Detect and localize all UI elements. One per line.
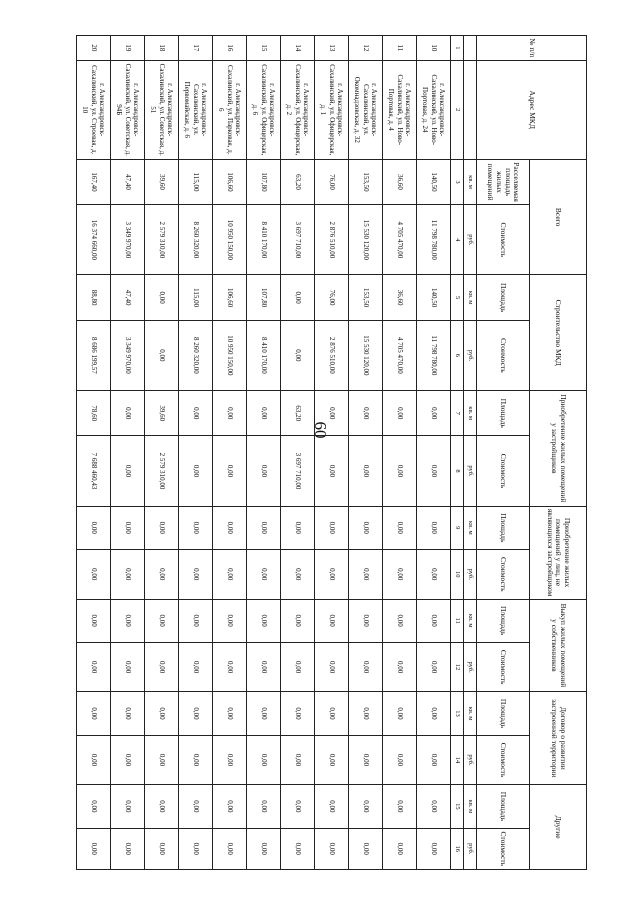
unit-area-cell: кв. м [464,599,477,642]
column-number-cell: 10 [451,549,464,599]
cost-cell: 0,00 [213,735,247,785]
cost-cell: 4 705 470,00 [383,320,417,390]
area-cell: 0,00 [417,391,451,436]
area-cell: 0,00 [111,599,145,642]
area-cell: 0,00 [179,692,213,735]
sub-cost: Стоимость [477,205,530,275]
area-cell: 63,20 [281,391,315,436]
area-cell: 0,00 [383,599,417,642]
row-number-cell: 14 [281,36,315,61]
cost-cell: 0,00 [315,436,349,506]
cost-cell: 2 579 310,00 [145,205,179,275]
sub-cost: Стоимость [477,735,530,785]
address-cell: г. Александровск-Сахалинский, ул. Офицерская, д. 2 [281,60,315,159]
area-cell: 0,00 [417,692,451,735]
area-cell: 0,00 [247,391,281,436]
area-cell: 0,00 [383,391,417,436]
sub-cost: Стоимость [477,828,530,869]
cost-cell: 15 530 120,00 [349,205,383,275]
unit-area-cell: кв. м [464,785,477,828]
cost-cell: 0,00 [315,735,349,785]
area-cell: 0,00 [77,599,111,642]
row-number-cell: 18 [145,36,179,61]
cost-cell: 0,00 [111,828,145,869]
cost-cell: 3 697 710,00 [281,205,315,275]
area-cell: 153,50 [349,275,383,320]
cost-cell: 0,00 [349,549,383,599]
cost-cell: 0,00 [247,642,281,692]
cost-cell: 0,00 [247,735,281,785]
table-row [213,36,247,870]
column-number-cell: 1 [451,36,464,61]
sub-cost: Стоимость [477,320,530,390]
area-cell: 0,00 [315,599,349,642]
cost-cell: 15 530 120,00 [349,320,383,390]
cost-cell: 11 798 780,00 [417,320,451,390]
sub-area: Площадь [477,599,530,642]
area-cell: 0,00 [281,506,315,549]
unit-cost-cell: руб. [464,436,477,506]
cost-cell: 0,00 [247,549,281,599]
unit-area-cell: кв. м [464,275,477,320]
address-cell: г. Александровск-Сахалинский, ул. Ново-Портовая, д. 4 [383,60,417,159]
unit-cost-cell: руб. [464,549,477,599]
cost-cell: 0,00 [315,549,349,599]
address-cell: г. Александровск-Сахалинский, ул. Первомайская, д. 6 [179,60,213,159]
area-cell: 0,00 [417,506,451,549]
column-number-cell: 13 [451,692,464,735]
cost-cell: 0,00 [111,436,145,506]
area-cell: 0,00 [213,506,247,549]
cost-cell: 0,00 [145,320,179,390]
cost-cell: 0,00 [145,642,179,692]
cost-cell: 0,00 [247,828,281,869]
cost-cell: 0,00 [417,549,451,599]
area-cell: 0,00 [111,785,145,828]
sub-area: Площадь [477,785,530,828]
area-cell: 47,40 [111,159,145,204]
cost-cell: 4 705 470,00 [383,205,417,275]
table-row [315,36,349,870]
area-cell: 0,00 [247,785,281,828]
cost-cell: 0,00 [111,549,145,599]
cost-cell: 8 410 170,00 [247,320,281,390]
page-number: 60 [311,421,330,439]
column-number-cell: 4 [451,205,464,275]
address-cell: г. Александровск-Сахалинский, ул. Советская, д. 94Б [111,60,145,159]
sub-area: Площадь [477,692,530,735]
sub-area: Площадь [477,506,530,549]
area-cell: 115,00 [179,275,213,320]
area-cell: 0,00 [145,785,179,828]
area-cell: 0,00 [281,599,315,642]
column-number-cell: 11 [451,599,464,642]
row-number-cell: 19 [111,36,145,61]
cost-cell: 8 260 320,00 [179,205,213,275]
cost-cell: 0,00 [77,642,111,692]
sub-total-area: Расселяемая площадь жилых помещений [477,159,530,204]
cost-cell: 0,00 [281,320,315,390]
area-cell: 63,20 [281,159,315,204]
column-numbers-row [451,36,464,870]
area-cell: 36,60 [383,159,417,204]
area-cell: 0,00 [145,506,179,549]
unit-cost-cell: руб. [464,320,477,390]
area-cell: 39,60 [145,391,179,436]
area-cell: 0,00 [281,785,315,828]
area-cell: 0,00 [349,785,383,828]
area-cell: 0,00 [247,692,281,735]
unit-cost-cell: руб. [464,205,477,275]
cost-cell: 0,00 [111,735,145,785]
area-cell: 0,00 [179,506,213,549]
cost-cell: 0,00 [213,549,247,599]
sub-area: Площадь [477,391,530,436]
cost-cell: 0,00 [349,828,383,869]
area-cell: 0,00 [315,692,349,735]
area-cell: 0,00 [383,692,417,735]
column-number-cell: 3 [451,159,464,204]
cost-cell: 0,00 [213,828,247,869]
table-row [417,36,451,870]
table-row [383,36,417,870]
area-cell: 88,80 [77,275,111,320]
header-group-buyout: Выкуп жилых помещений у собственников [530,599,587,692]
row-number-cell: 10 [417,36,451,61]
area-cell: 167,40 [77,159,111,204]
cost-cell: 0,00 [179,735,213,785]
unit-cost-cell: руб. [464,735,477,785]
area-cell: 106,60 [213,275,247,320]
area-cell: 107,80 [247,159,281,204]
area-cell: 0,00 [383,785,417,828]
row-number-cell: 12 [349,36,383,61]
area-cell: 0,00 [247,506,281,549]
cost-cell: 0,00 [145,735,179,785]
unit-cost-cell: руб. [464,828,477,869]
header-group-other: Другие [530,785,587,870]
cost-cell: 0,00 [247,436,281,506]
area-cell: 0,00 [111,506,145,549]
units-row [464,36,477,870]
address-cell: г. Александровск-Сахалинский, ул. Офицерская, д. 1 [315,60,349,159]
cost-cell: 0,00 [77,735,111,785]
cost-cell: 0,00 [111,642,145,692]
cost-cell: 0,00 [383,828,417,869]
area-cell: 0,00 [77,692,111,735]
cost-cell: 0,00 [417,642,451,692]
cost-cell: 3 697 710,00 [281,436,315,506]
cost-cell: 2 876 510,00 [315,320,349,390]
table-row [111,36,145,870]
header-group-construction: Строительство МКД [530,275,587,391]
cost-cell: 0,00 [179,828,213,869]
column-number-cell: 16 [451,828,464,869]
area-cell: 0,00 [315,506,349,549]
cost-cell: 0,00 [281,642,315,692]
cost-cell: 0,00 [77,828,111,869]
area-cell: 0,00 [417,785,451,828]
area-cell: 0,00 [349,692,383,735]
area-cell: 0,00 [145,692,179,735]
area-cell: 153,50 [349,159,383,204]
area-cell: 0,00 [77,785,111,828]
column-number-cell: 12 [451,642,464,692]
table-body [77,36,451,870]
area-cell: 0,00 [383,506,417,549]
row-number-cell: 13 [315,36,349,61]
units-blank-cell [464,36,477,61]
header-num: № п/п [477,36,587,61]
address-cell: г. Александровск-Сахалинский, ул. Окомнадзовская, д. 32 [349,60,383,159]
area-cell: 0,00 [213,391,247,436]
cost-cell: 0,00 [349,735,383,785]
area-cell: 0,00 [77,506,111,549]
area-cell: 0,00 [247,599,281,642]
area-cell: 0,00 [111,391,145,436]
row-number-cell: 15 [247,36,281,61]
table-row [77,36,111,870]
row-number-cell: 20 [77,36,111,61]
cost-cell: 0,00 [383,735,417,785]
area-cell: 0,00 [349,391,383,436]
header-group-purchase-developers: Приобретение жилых помещений у застройщиков [530,391,587,507]
area-cell: 0,00 [213,785,247,828]
cost-cell: 2 579 310,00 [145,436,179,506]
cost-cell: 0,00 [315,642,349,692]
area-cell: 0,00 [179,599,213,642]
cost-cell: 0,00 [145,828,179,869]
address-cell: г. Александровск-Сахалинский, ул. Ново-Портовая, д. 24 [417,60,451,159]
area-cell: 107,80 [247,275,281,320]
column-number-cell: 9 [451,506,464,549]
cost-cell: 0,00 [349,642,383,692]
row-number-cell: 16 [213,36,247,61]
area-cell: 140,50 [417,159,451,204]
column-number-cell: 8 [451,436,464,506]
cost-cell: 0,00 [417,735,451,785]
address-cell: г. Александровск-Сахалинский, ул. Строевая, д. 10 [77,60,111,159]
address-cell: г. Александровск-Сахалинский, ул. Советская, д. 51 [145,60,179,159]
resettlement-table [76,35,587,870]
cost-cell: 0,00 [213,642,247,692]
table-row [281,36,315,870]
area-cell: 0,00 [179,391,213,436]
address-cell: г. Александровск-Сахалинский, ул. Парковая, д. 6 [213,60,247,159]
units-blank-cell [464,60,477,159]
area-cell: 106,60 [213,159,247,204]
area-cell: 39,60 [145,159,179,204]
area-cell: 78,60 [77,391,111,436]
area-cell: 47,40 [111,275,145,320]
cost-cell: 2 876 510,00 [315,205,349,275]
cost-cell: 10 950 150,00 [213,320,247,390]
area-cell: 0,00 [213,599,247,642]
area-cell: 140,50 [417,275,451,320]
header-group-purchase-non-developers: Приобретение жилых помещений у лиц, не являющихся застройщиком [530,506,587,599]
cost-cell: 0,00 [145,549,179,599]
cost-cell: 7 688 460,43 [77,436,111,506]
cost-cell: 0,00 [383,642,417,692]
address-cell: г. Александровск-Сахалинский, ул. Офицерская, д. 6 [247,60,281,159]
area-cell: 0,00 [349,506,383,549]
unit-area-cell: кв. м [464,692,477,735]
area-cell: 0,00 [315,391,349,436]
cost-cell: 0,00 [213,436,247,506]
header-group-total: Всего [530,159,587,275]
rotated-table-wrapper [81,35,587,870]
cost-cell: 0,00 [383,549,417,599]
area-cell: 76,00 [315,159,349,204]
column-number-cell: 5 [451,275,464,320]
area-cell: 0,00 [315,785,349,828]
cost-cell: 0,00 [281,549,315,599]
cost-cell: 0,00 [77,549,111,599]
header-address: Адрес МКД [477,60,587,159]
cost-cell: 11 798 780,00 [417,205,451,275]
area-cell: 0,00 [111,692,145,735]
cost-cell: 0,00 [179,549,213,599]
cost-cell: 0,00 [179,436,213,506]
table-row [145,36,179,870]
cost-cell: 0,00 [281,735,315,785]
cost-cell: 0,00 [349,436,383,506]
row-number-cell: 11 [383,36,417,61]
cost-cell: 16 374 660,00 [77,205,111,275]
cost-cell: 3 349 970,00 [111,205,145,275]
area-cell: 0,00 [417,599,451,642]
unit-area-cell: кв. м [464,506,477,549]
column-number-cell: 6 [451,320,464,390]
table-row [247,36,281,870]
row-number-cell: 17 [179,36,213,61]
column-number-cell: 15 [451,785,464,828]
header-subrow [477,36,530,870]
cost-cell: 0,00 [383,436,417,506]
table-row [349,36,383,870]
column-number-cell: 2 [451,60,464,159]
table-row [179,36,213,870]
unit-area-cell: кв. м [464,391,477,436]
sub-cost: Стоимость [477,549,530,599]
column-number-cell: 14 [451,735,464,785]
cost-cell: 8 260 320,00 [179,320,213,390]
sub-cost: Стоимость [477,642,530,692]
area-cell: 0,00 [213,692,247,735]
area-cell: 0,00 [145,599,179,642]
cost-cell: 0,00 [417,828,451,869]
unit-cost-cell: руб. [464,642,477,692]
area-cell: 76,00 [315,275,349,320]
area-cell: 36,60 [383,275,417,320]
area-cell: 0,00 [281,275,315,320]
sub-area: Площадь [477,275,530,320]
area-cell: 115,00 [179,159,213,204]
cost-cell: 0,00 [315,828,349,869]
sub-cost: Стоимость [477,436,530,506]
area-cell: 0,00 [281,692,315,735]
cost-cell: 8 686 199,57 [77,320,111,390]
area-cell: 0,00 [179,785,213,828]
cost-cell: 0,00 [179,642,213,692]
cost-cell: 8 410 170,00 [247,205,281,275]
cost-cell: 3 349 970,00 [111,320,145,390]
area-cell: 0,00 [349,599,383,642]
area-cell: 0,00 [145,275,179,320]
cost-cell: 0,00 [281,828,315,869]
cost-cell: 10 950 150,00 [213,205,247,275]
cost-cell: 0,00 [417,436,451,506]
header-group-territory: Договор о развитии застроенной территории [530,692,587,785]
unit-area-cell: кв. м [464,159,477,204]
column-number-cell: 7 [451,391,464,436]
